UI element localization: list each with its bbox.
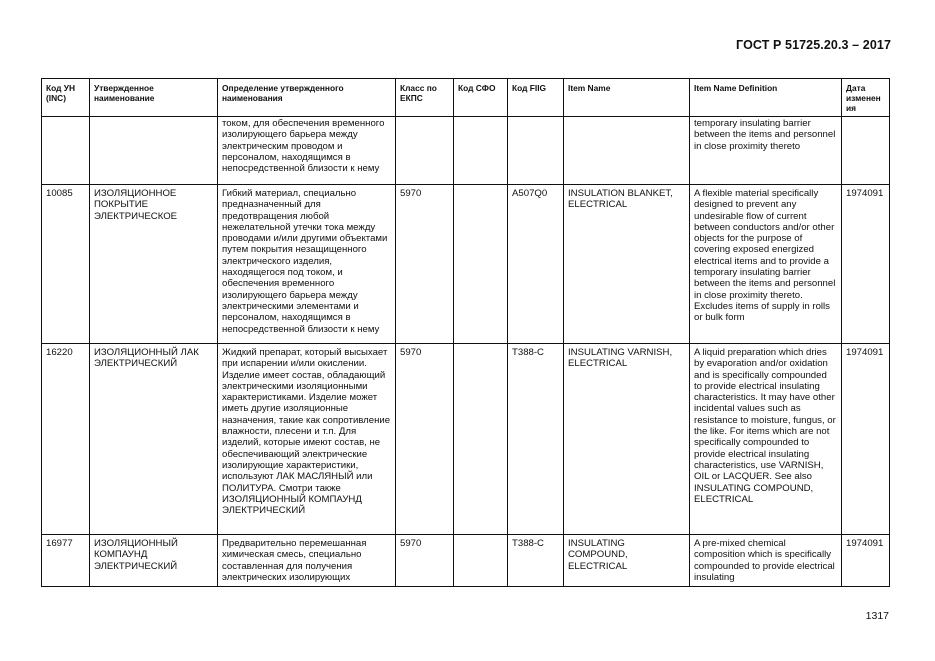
cell-class: 5970 bbox=[396, 535, 454, 587]
page-number: 1317 bbox=[865, 610, 889, 622]
column-header-approved-name: Утвержденное наименование bbox=[90, 79, 218, 117]
cell-fiig: T388-C bbox=[508, 344, 564, 535]
cell-fiig: A507Q0 bbox=[508, 185, 564, 344]
cell-inc: 16977 bbox=[42, 535, 90, 587]
cell-sfo bbox=[454, 185, 508, 344]
column-header-definition: Определение утвержденного наименования bbox=[218, 79, 396, 117]
cell-item-definition: A pre-mixed chemical composition which is specifically compounded to provide electrical insulating bbox=[690, 535, 842, 587]
cell-class bbox=[396, 117, 454, 185]
document-header: ГОСТ Р 51725.20.3 – 2017 bbox=[736, 38, 891, 52]
cell-item-name: INSULATING COMPOUND, ELECTRICAL bbox=[564, 535, 690, 587]
cell-approved-name: ИЗОЛЯЦИОННОЕ ПОКРЫТИЕ ЭЛЕКТРИЧЕСКОЕ bbox=[90, 185, 218, 344]
cell-item-name bbox=[564, 117, 690, 185]
cell-date: 1974091 bbox=[842, 535, 890, 587]
column-header-sfo: Код СФО bbox=[454, 79, 508, 117]
cell-item-definition: temporary insulating barrier between the items and personnel in close proximity thereto bbox=[690, 117, 842, 185]
cell-date: 1974091 bbox=[842, 185, 890, 344]
cell-approved-name: ИЗОЛЯЦИОННЫЙ КОМПАУНД ЭЛЕКТРИЧЕСКИЙ bbox=[90, 535, 218, 587]
catalog-table bbox=[41, 78, 890, 587]
column-header-class: Класс по ЕКПС bbox=[396, 79, 454, 117]
cell-definition: Жидкий препарат, который высыхает при испарении и/или окислении. Изделие имеет состав, обладающий электрическими изоляционными характеристиками. Изделие может иметь другие изоляционные назначения, такие как сопротивление влажности, плесени и т.п. Для изделий, которые имеют состав, не обеспечивающий электрические изолирующие характеристики, используют ЛАК МАСЛЯНЫЙ или ПОЛИТУРА. Смотри также ИЗОЛЯЦИОННЫЙ КОМПАУНД ЭЛЕКТРИЧЕСКИЙ bbox=[218, 344, 396, 535]
column-header-fiig: Код FIIG bbox=[508, 79, 564, 117]
table-row bbox=[42, 344, 890, 535]
cell-definition: Предварительно перемешанная химическая смесь, специально составленная для получения электрических изолирующих bbox=[218, 535, 396, 587]
table-row bbox=[42, 185, 890, 344]
cell-item-definition: A flexible material specifically designed to prevent any undesirable flow of current between conductors and/or other objects for the purpose of covering exposed energized electrical items and to provide a temporary insulating barrier between the items and personnel in close proximity thereto. Excludes items of supply in rolls or bulk form bbox=[690, 185, 842, 344]
cell-definition: током, для обеспечения временного изолирующего барьера между электрическим проводом и персоналом, находящимся в непосредственной близости к нему bbox=[218, 117, 396, 185]
column-header-date: Дата изменения bbox=[842, 79, 890, 117]
cell-class: 5970 bbox=[396, 344, 454, 535]
table-header-row bbox=[42, 79, 890, 117]
cell-approved-name bbox=[90, 117, 218, 185]
column-header-item-definition: Item Name Definition bbox=[690, 79, 842, 117]
cell-item-name: INSULATION BLANKET, ELECTRICAL bbox=[564, 185, 690, 344]
column-header-item-name: Item Name bbox=[564, 79, 690, 117]
cell-inc: 16220 bbox=[42, 344, 90, 535]
cell-inc bbox=[42, 117, 90, 185]
column-header-inc: Код УН (INC) bbox=[42, 79, 90, 117]
cell-inc: 10085 bbox=[42, 185, 90, 344]
cell-sfo bbox=[454, 535, 508, 587]
cell-sfo bbox=[454, 117, 508, 185]
cell-date bbox=[842, 117, 890, 185]
cell-fiig bbox=[508, 117, 564, 185]
table-row bbox=[42, 535, 890, 587]
cell-approved-name: ИЗОЛЯЦИОННЫЙ ЛАК ЭЛЕКТРИЧЕСКИЙ bbox=[90, 344, 218, 535]
table-row bbox=[42, 117, 890, 185]
cell-sfo bbox=[454, 344, 508, 535]
cell-definition: Гибкий материал, специально предназначенный для предотвращения любой нежелательной утечки тока между проводами и/или другими объектами путем покрытия незащищенного электрического изделия, находящегося под током, и обеспечения временного изолирующего барьера между электрическими элементами и персоналом, находящимся в непосредственной близости к нему bbox=[218, 185, 396, 344]
cell-item-name: INSULATING VARNISH, ELECTRICAL bbox=[564, 344, 690, 535]
cell-fiig: T388-C bbox=[508, 535, 564, 587]
cell-date: 1974091 bbox=[842, 344, 890, 535]
cell-class: 5970 bbox=[396, 185, 454, 344]
cell-item-definition: A liquid preparation which dries by evaporation and/or oxidation and is specifically compounded to provide electrical insulating characteristics. It may have other incidental values such as resistance to moisture, fungus, or the like. For items which are not specifically compounded to provide electrical insulating characteristics, use VARNISH, OIL or LACQUER. See also INSULATING COMPOUND, ELECTRICAL bbox=[690, 344, 842, 535]
